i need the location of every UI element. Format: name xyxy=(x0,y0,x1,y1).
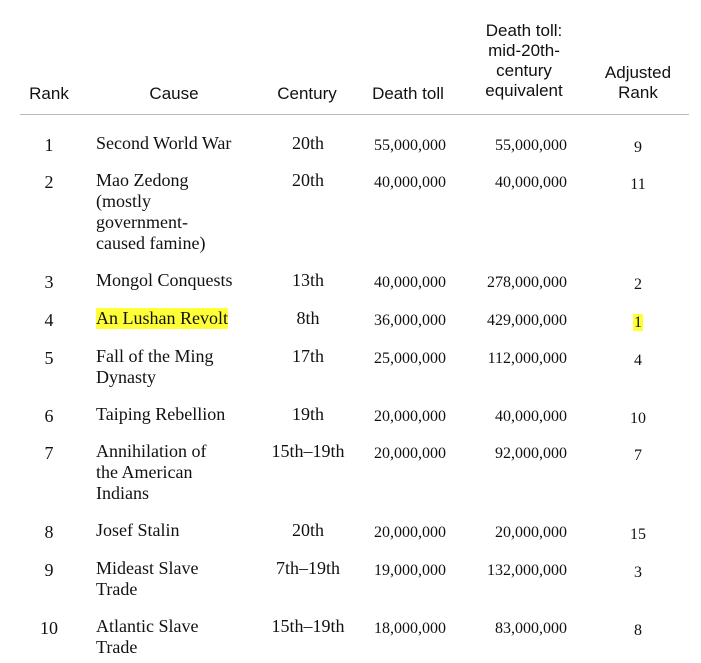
equivalent-cell: 112,000,000 xyxy=(487,350,567,367)
century-cell: 17th xyxy=(291,346,324,366)
cause-line: Indians xyxy=(96,483,149,503)
century-cell: 20th xyxy=(291,170,324,190)
equivalent-cell: 55,000,000 xyxy=(495,137,567,154)
cause-line: Mongol Conquests xyxy=(96,270,233,290)
adjusted-rank-cell xyxy=(593,445,683,466)
equivalent-cell: 20,000,000 xyxy=(495,524,567,541)
adjusted-rank-value: 10 xyxy=(630,410,646,427)
adjusted-rank-cell xyxy=(593,312,683,333)
death-toll-cell: 40,000,000 xyxy=(374,174,446,191)
rank-cell: 9 xyxy=(44,560,54,580)
century-cell: 15th–19th xyxy=(271,616,345,636)
death-toll-cell: 20,000,000 xyxy=(374,445,446,462)
adjusted-rank-value: 8 xyxy=(634,622,642,639)
rank-cell: 3 xyxy=(44,272,54,292)
cause-cell xyxy=(96,616,256,658)
cause-line: the American xyxy=(96,462,193,482)
rank-cell: 6 xyxy=(44,406,54,426)
rank-cell: 10 xyxy=(40,618,58,638)
equivalent-cell: 40,000,000 xyxy=(495,408,567,425)
header-equivalent-line: century xyxy=(496,61,552,80)
cause-line: Josef Stalin xyxy=(96,520,180,540)
rank-cell: 4 xyxy=(44,310,54,330)
equivalent-cell: 429,000,000 xyxy=(487,312,567,329)
cause-line: Atlantic Slave xyxy=(96,616,199,636)
cause-cell xyxy=(96,170,256,254)
header-equivalent-line: Death toll: xyxy=(485,21,563,40)
death-toll-cell: 20,000,000 xyxy=(374,524,446,541)
header-century: Century xyxy=(277,84,337,103)
cause-line: caused famine) xyxy=(96,233,206,253)
header-adjusted-line: Adjusted xyxy=(604,63,672,82)
cause-line: Dynasty xyxy=(96,367,156,387)
cause-line: government- xyxy=(96,212,188,232)
adjusted-rank-cell xyxy=(593,524,683,545)
cause-cell xyxy=(96,404,256,425)
cause-line: Trade xyxy=(96,637,138,657)
rank-cell: 1 xyxy=(44,135,54,155)
cause-line: Trade xyxy=(96,579,138,599)
equivalent-cell: 92,000,000 xyxy=(495,445,567,462)
death-toll-cell: 20,000,000 xyxy=(374,408,446,425)
adjusted-rank-value: 9 xyxy=(634,139,642,156)
cause-line: An Lushan Revolt xyxy=(96,308,228,328)
header-equivalent-line: equivalent xyxy=(485,81,563,100)
cause-line: Second World War xyxy=(96,133,232,153)
equivalent-cell: 40,000,000 xyxy=(495,174,567,191)
adjusted-rank-value: 11 xyxy=(630,176,646,193)
adjusted-rank-value: 2 xyxy=(634,276,642,293)
century-cell: 20th xyxy=(291,133,324,153)
adjusted-rank-cell xyxy=(593,174,683,195)
equivalent-cell: 278,000,000 xyxy=(487,274,567,291)
cause-cell xyxy=(96,520,256,541)
cause-line: (mostly xyxy=(96,191,152,211)
header-adjusted-line: Rank xyxy=(618,83,658,102)
adjusted-rank-cell xyxy=(593,274,683,295)
century-cell: 15th–19th xyxy=(271,441,345,461)
header-cause: Cause xyxy=(149,84,199,103)
header-equivalent xyxy=(466,21,582,101)
cause-line: Mideast Slave xyxy=(96,558,199,578)
adjusted-rank-cell xyxy=(593,562,683,583)
equivalent-cell: 83,000,000 xyxy=(495,620,567,637)
header-adjusted-rank xyxy=(593,63,683,103)
equivalent-cell: 132,000,000 xyxy=(487,562,567,579)
adjusted-rank-value: 3 xyxy=(634,564,642,581)
death-toll-cell: 19,000,000 xyxy=(374,562,446,579)
cause-line: Taiping Rebellion xyxy=(96,404,226,424)
cause-line: Fall of the Ming xyxy=(96,346,214,366)
century-cell: 7th–19th xyxy=(275,558,340,578)
century-cell: 19th xyxy=(291,404,324,424)
adjusted-rank-cell xyxy=(593,137,683,158)
adjusted-rank-value: 15 xyxy=(630,526,646,543)
rank-cell: 7 xyxy=(44,443,54,463)
header-divider xyxy=(20,114,689,115)
death-toll-cell: 40,000,000 xyxy=(374,274,446,291)
header-rank: Rank xyxy=(29,84,69,103)
cause-cell xyxy=(96,346,256,388)
cause-cell xyxy=(96,558,256,600)
death-toll-cell: 55,000,000 xyxy=(374,137,446,154)
adjusted-rank-cell xyxy=(593,350,683,371)
cause-line: Mao Zedong xyxy=(96,170,189,190)
century-cell: 13th xyxy=(291,270,324,290)
cause-cell xyxy=(96,441,256,504)
header-death-toll: Death toll xyxy=(372,84,444,103)
cause-cell xyxy=(96,308,256,329)
death-toll-cell: 25,000,000 xyxy=(374,350,446,367)
cause-line: Annihilation of xyxy=(96,441,207,461)
rank-cell: 5 xyxy=(44,348,54,368)
adjusted-rank-value: 4 xyxy=(634,352,642,369)
rank-cell: 2 xyxy=(44,172,54,192)
cause-cell xyxy=(96,270,256,291)
adjusted-rank-value: 7 xyxy=(634,447,642,464)
adjusted-rank-value: 1 xyxy=(634,314,642,331)
rank-cell: 8 xyxy=(44,522,54,542)
death-toll-cell: 18,000,000 xyxy=(374,620,446,637)
cause-cell xyxy=(96,133,256,154)
death-toll-cell: 36,000,000 xyxy=(374,312,446,329)
adjusted-rank-cell xyxy=(593,620,683,641)
century-cell: 20th xyxy=(291,520,324,540)
header-equivalent-line: mid-20th- xyxy=(488,41,560,60)
century-cell: 8th xyxy=(296,308,320,328)
adjusted-rank-cell xyxy=(593,408,683,429)
